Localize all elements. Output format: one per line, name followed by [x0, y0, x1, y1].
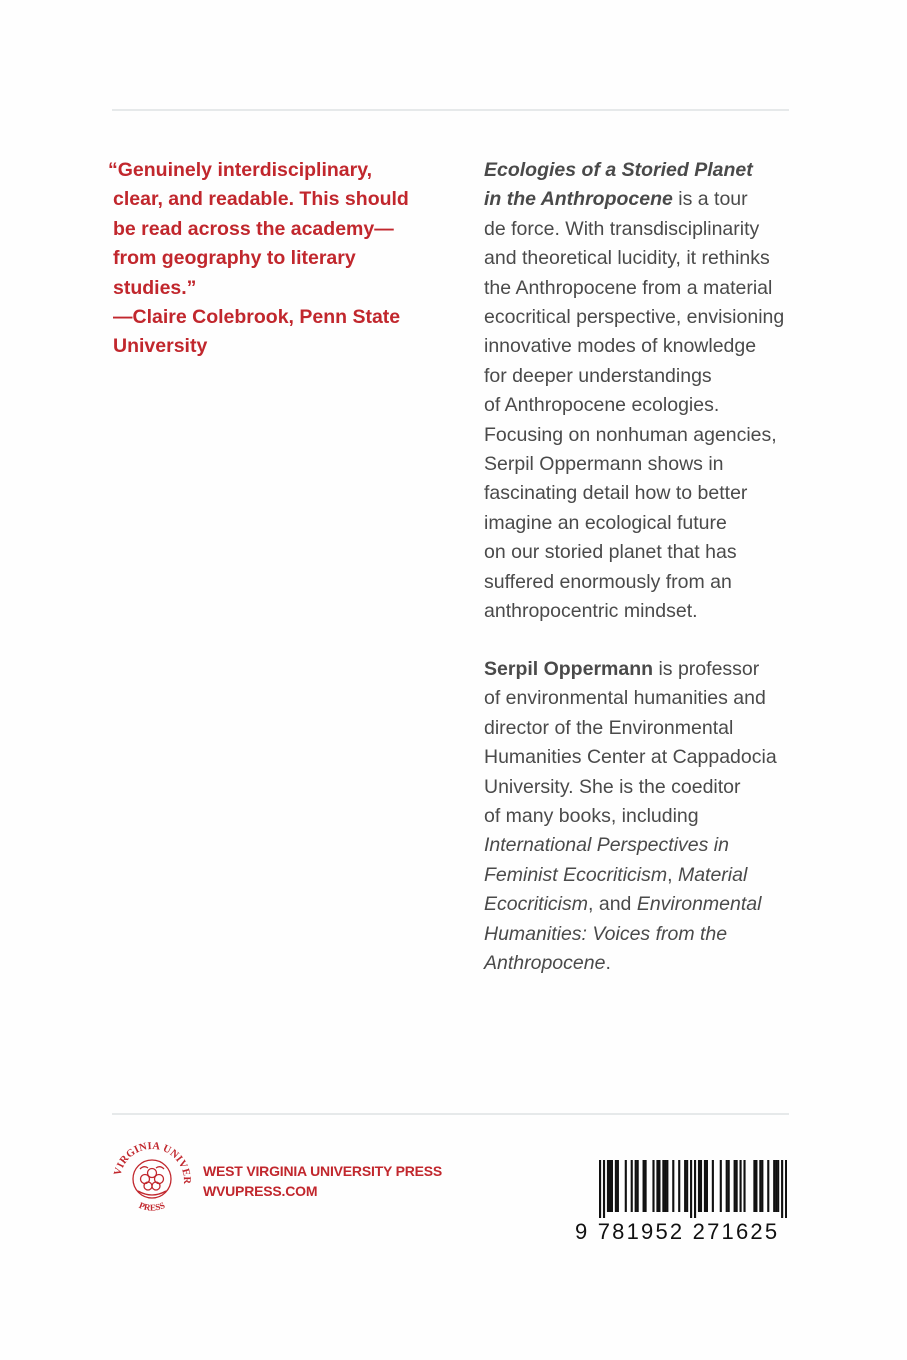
barcode-bar: [611, 1160, 613, 1212]
barcode-bar: [767, 1160, 769, 1212]
barcode-bar: [631, 1160, 633, 1212]
barcode-bar: [785, 1160, 787, 1218]
barcode-bar: [712, 1160, 714, 1212]
book-reference: International Perspectives in: [484, 834, 729, 857]
barcode-bar: [678, 1160, 680, 1212]
book-reference: Material: [677, 863, 748, 886]
barcode-bar: [656, 1160, 658, 1212]
barcode-bar: [773, 1160, 775, 1212]
description-line: and theoretical lucidity, it rethinks: [484, 247, 770, 270]
barcode-bar: [694, 1160, 696, 1218]
barcode-bar: [720, 1160, 722, 1212]
barcode-bar: [672, 1160, 674, 1212]
book-reference: Humanities: Voices from the: [484, 922, 728, 945]
barcode-bar: [684, 1160, 686, 1212]
book-description: [484, 156, 804, 627]
quote-line: studies.”: [113, 276, 197, 299]
quote-line: “Genuinely interdisciplinary,: [108, 159, 373, 181]
bio-line: University. She is the coeditor: [484, 775, 741, 798]
barcode-bar: [704, 1160, 706, 1212]
barcode-bar: [609, 1160, 611, 1212]
barcode-bar: [761, 1160, 763, 1212]
separator: ,: [667, 863, 678, 886]
bio-line: Humanities Center at Cappadocia: [484, 746, 777, 769]
separator: , and: [588, 893, 637, 916]
description-line: suffered enormously from an: [484, 570, 732, 593]
barcode-bar: [658, 1160, 660, 1212]
barcode-bar: [635, 1160, 637, 1212]
barcode-bar: [690, 1160, 692, 1218]
top-divider: [112, 109, 789, 111]
barcode-bar: [652, 1160, 654, 1212]
description-text: is a tour: [672, 188, 748, 211]
description-line: fascinating detail how to better: [484, 482, 748, 505]
barcode-bar: [599, 1160, 601, 1218]
description-line: of Anthropocene ecologies.: [484, 394, 720, 417]
quote-line: from geography to literary: [113, 247, 356, 270]
description-line: ecocritical perspective, envisioning: [484, 306, 785, 329]
barcode-bar: [728, 1160, 730, 1212]
barcode-bar: [759, 1160, 761, 1212]
barcode-bar: [726, 1160, 728, 1212]
barcode-bar: [615, 1160, 617, 1212]
svg-text:PRESS: [138, 1200, 167, 1213]
quote-attribution: University: [113, 335, 208, 358]
barcode-bar: [666, 1160, 668, 1212]
description-line: imagine an ecological future: [484, 511, 727, 534]
description-line: for deeper understandings: [484, 364, 712, 387]
barcode-bar: [643, 1160, 645, 1212]
isbn-number: 9 781952 271625: [575, 1219, 780, 1244]
bio-line: of environmental humanities and: [484, 687, 766, 710]
separator: .: [605, 952, 611, 975]
publisher-seal-logo: [108, 1135, 196, 1223]
description-line: innovative modes of knowledge: [484, 335, 757, 358]
barcode-bar: [698, 1160, 700, 1212]
barcode-bar: [775, 1160, 777, 1212]
barcode-bar: [736, 1160, 738, 1212]
barcode-bar: [664, 1160, 666, 1212]
publisher-info: [203, 1161, 442, 1201]
description-line: Focusing on nonhuman agencies,: [484, 423, 777, 446]
barcode-bar: [755, 1160, 757, 1212]
description-line: anthropocentric mindset.: [484, 600, 698, 623]
barcode-bar: [753, 1160, 755, 1212]
bio-line: of many books, including: [484, 805, 699, 828]
barcode-bar: [603, 1160, 605, 1218]
bio-text: is professor: [653, 658, 760, 680]
description-line: on our storied planet that has: [484, 541, 737, 564]
publisher-name: WEST VIRGINIA UNIVERSITY PRESS: [203, 1163, 443, 1179]
barcode-bar: [607, 1160, 609, 1212]
author-name: Serpil Oppermann: [484, 658, 654, 680]
description-line: the Anthropocene from a material: [484, 276, 773, 299]
author-bio: [484, 655, 804, 978]
seal-top-text: VIRGINIA UNIVER: [112, 1140, 193, 1185]
barcode-bar: [740, 1160, 742, 1212]
barcode-bar: [686, 1160, 688, 1212]
quote-line: be read across the academy—: [113, 217, 394, 240]
quote-line: clear, and readable. This should: [113, 188, 409, 211]
publisher-url: WVUPRESS.COM: [203, 1183, 318, 1199]
bottom-divider: [112, 1113, 789, 1115]
book-reference: Ecocriticism: [484, 893, 589, 916]
barcode-bar: [781, 1160, 783, 1218]
book-title: in the Anthropocene: [484, 188, 673, 211]
barcode-bar: [617, 1160, 619, 1212]
book-reference: Feminist Ecocriticism: [484, 863, 668, 886]
barcode-bar: [777, 1160, 779, 1212]
barcode-bars: [599, 1160, 787, 1218]
book-reference: Environmental: [636, 893, 762, 916]
endorsement-quote: [108, 156, 438, 362]
book-reference: Anthropocene: [484, 952, 606, 975]
barcode-bar: [625, 1160, 627, 1212]
description-line: de force. With transdisciplinarity: [484, 217, 760, 240]
barcode-bar: [743, 1160, 745, 1212]
barcode-bar: [637, 1160, 639, 1212]
barcode-bar: [700, 1160, 702, 1212]
isbn-barcode: [575, 1158, 790, 1246]
barcode-bar: [734, 1160, 736, 1212]
barcode-bar: [706, 1160, 708, 1212]
quote-attribution: —Claire Colebrook, Penn State: [113, 306, 401, 329]
book-title: Ecologies of a Storied Planet: [484, 159, 753, 181]
bio-line: director of the Environmental: [484, 716, 734, 739]
description-line: Serpil Oppermann shows in: [484, 453, 724, 476]
barcode-bar: [645, 1160, 647, 1212]
seal-bottom-text: PRESS: [137, 1200, 167, 1213]
barcode-bar: [662, 1160, 664, 1212]
